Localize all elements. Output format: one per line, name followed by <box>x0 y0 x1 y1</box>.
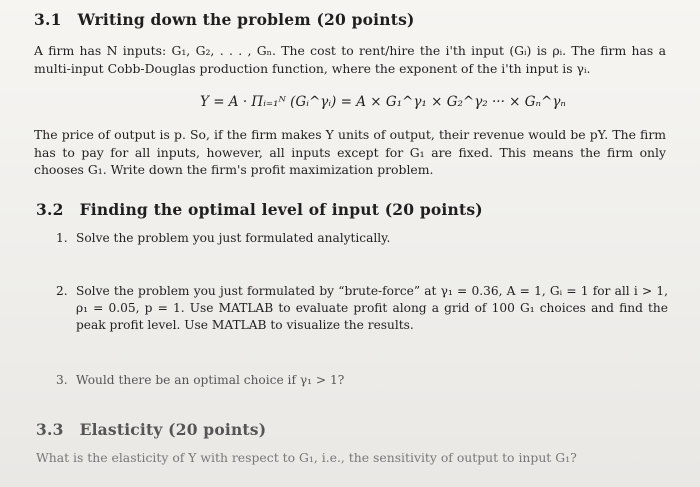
elasticity-question <box>36 449 676 467</box>
production-function-equation <box>200 94 566 110</box>
section-heading-3-1 <box>34 10 415 29</box>
section-title: Finding the optimal level of input (20 points) <box>79 200 483 219</box>
list-item-text: Solve the problem you just formulated by “brute-force” at γ₁ = 0.36, A = 1, Gᵢ = 1 for all i > 1, ρ₁ = 0.05, p = 1. Use MATLAB to evaluate profit along a grid of 100 G₁ choices and find the peak profit level. Use MATLAB to visualize the results. <box>76 284 668 332</box>
list-item-text: Would there be an optimal choice if γ₁ > 1? <box>76 373 345 387</box>
list-item-text: Solve the problem you just formulated analytically. <box>76 231 391 245</box>
section-number: 3.3 <box>36 420 64 439</box>
list-item-number: 3. <box>56 373 68 387</box>
paragraph-text: What is the elasticity of Y with respect to G₁, i.e., the sensitivity of output to input G₁? <box>36 450 577 465</box>
problem-paragraph-2 <box>34 126 666 179</box>
list-item-number: 2. <box>56 284 68 298</box>
equation-text: Y = A · Πᵢ₌₁ᴺ (Gᵢ^γᵢ) = A × G₁^γ₁ × G₂^γ₂ ··· × Gₙ^γₙ <box>200 94 566 110</box>
paragraph-text: A firm has N inputs: G₁, G₂, . . . , Gₙ. The cost to rent/hire the i'th input (Gᵢ) is ρᵢ. The firm has a multi-input Cobb-Douglas production function, where the exponent of the i'th input is γᵢ. <box>34 43 666 76</box>
section-title: Writing down the problem (20 points) <box>77 10 415 29</box>
paragraph-text: The price of output is p. So, if the firm makes Y units of output, their revenue would be pY. The firm has to pay for all inputs, however, all inputs except for G₁ are fixed. This means the firm only chooses G₁. Write down the firm's profit maximization problem. <box>34 127 666 177</box>
section-number: 3.2 <box>36 200 64 219</box>
section-heading-3-3 <box>36 420 266 439</box>
section-title: Elasticity (20 points) <box>79 420 267 439</box>
list-item-number: 1. <box>56 231 68 245</box>
section-number: 3.1 <box>34 10 62 29</box>
problem-paragraph-1 <box>34 42 666 77</box>
section-heading-3-2 <box>36 200 483 219</box>
